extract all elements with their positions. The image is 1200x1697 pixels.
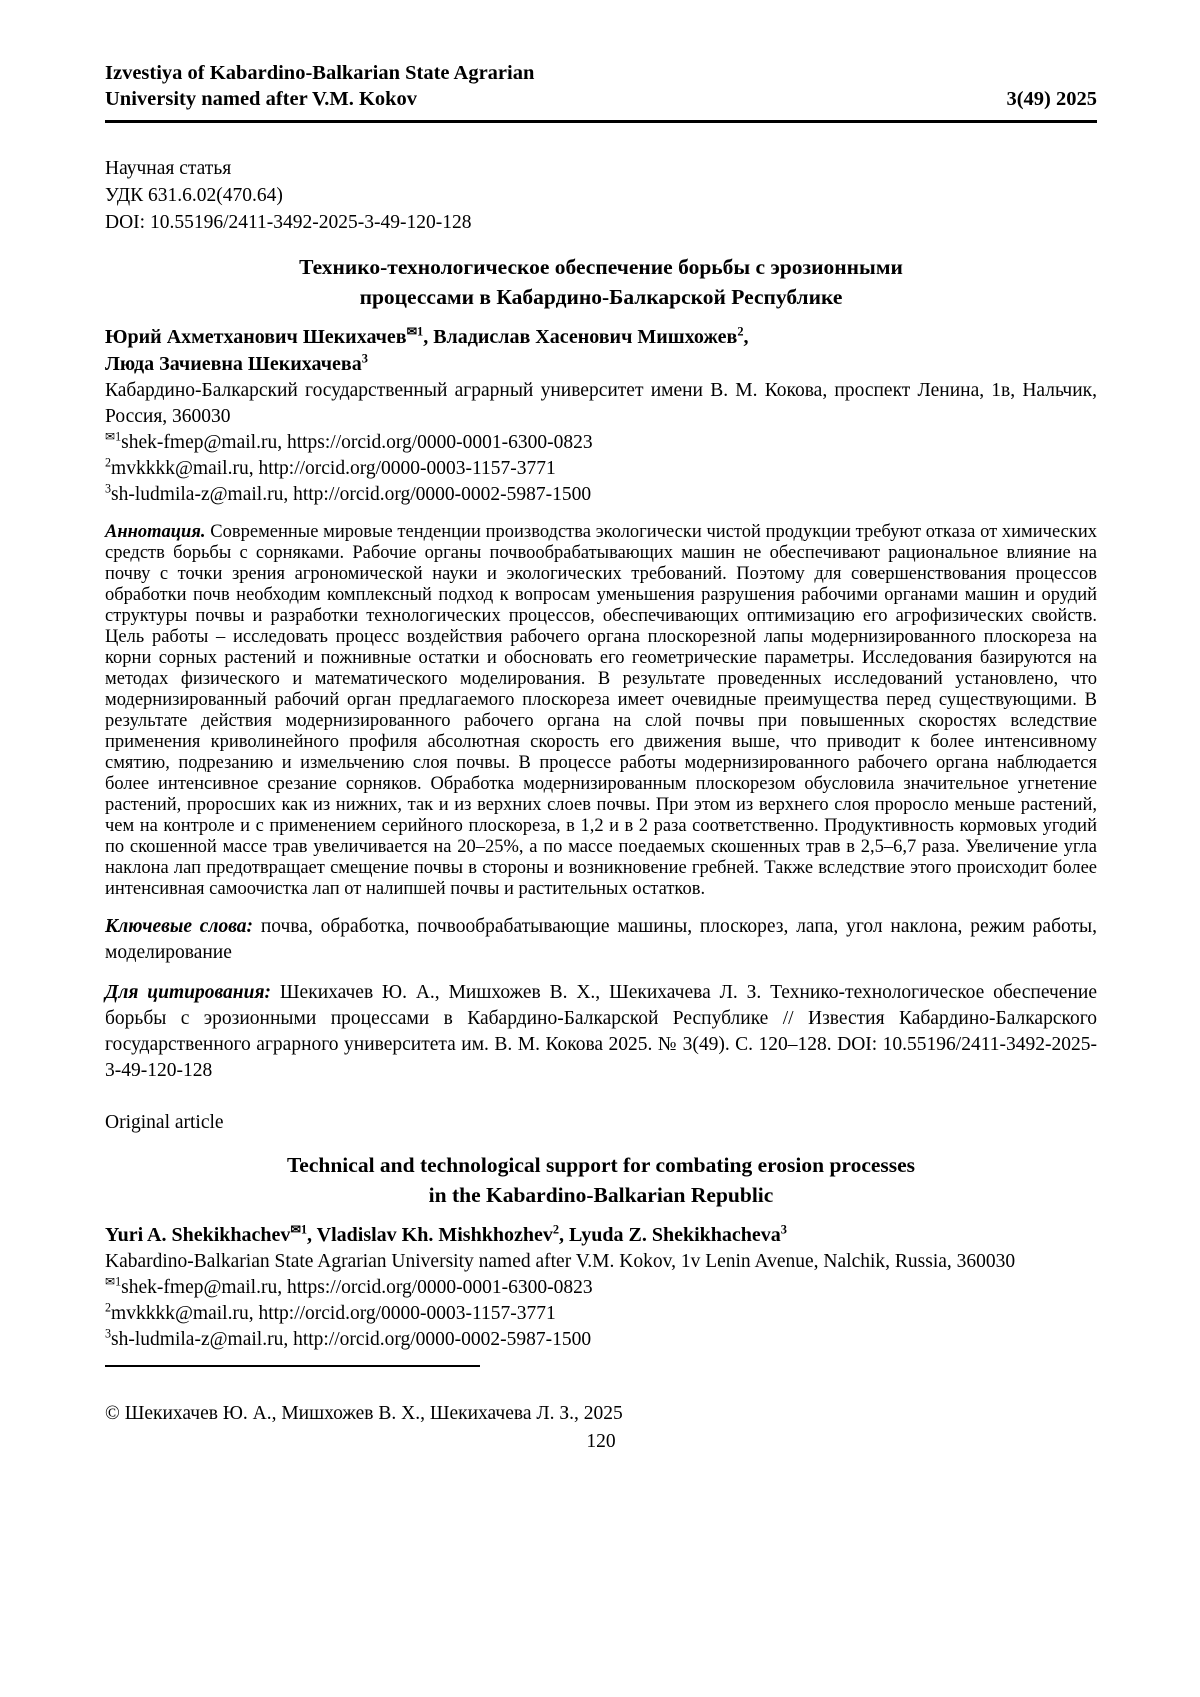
author-en-1-marker: ✉1 — [290, 1222, 308, 1237]
email-text-ru-3: sh-ludmila-z@mail.ru, http://orcid.org/0000-0002-5987-1500 — [111, 484, 592, 505]
email-line-ru-3 — [105, 482, 1097, 508]
article-meta — [105, 155, 1097, 236]
authors-ru-line1 — [105, 324, 1097, 351]
email-marker-en-1: ✉1 — [105, 1274, 122, 1289]
keywords-label: Ключевые слова: — [105, 916, 254, 937]
header-rule — [105, 120, 1097, 123]
title-ru-line2: процессами в Кабардино-Балкарской Республике — [359, 285, 843, 309]
emails-en — [105, 1275, 1097, 1353]
title-en-line2: in the Kabardino-Balkarian Republic — [428, 1183, 774, 1207]
email-text-en-2: mvkkkk@mail.ru, http://orcid.org/0000-0003-1157-3771 — [111, 1303, 556, 1324]
title-ru-line1: Технико-технологическое обеспечение борьбы с эрозионными — [299, 255, 903, 279]
email-line-ru-2 — [105, 456, 1097, 482]
article-title-ru — [105, 252, 1097, 312]
author-en-3-marker: 3 — [780, 1222, 787, 1237]
email-text-ru-1: shek-fmep@mail.ru, https://orcid.org/0000-0001-6300-0823 — [121, 432, 593, 453]
email-marker-ru-3: 3 — [105, 481, 112, 496]
author-en-3-name: Lyuda Z. Shekikhacheva — [569, 1224, 781, 1246]
author-en-1-name: Yuri A. Shekikhachev — [105, 1224, 291, 1246]
author-ru-3-marker: 3 — [361, 351, 368, 366]
doi-number: DOI: 10.55196/2411-3492-2025-3-49-120-128 — [105, 212, 472, 233]
journal-header — [105, 60, 1097, 112]
journal-header-row2 — [105, 86, 1097, 112]
author-en-2-name: Vladislav Kh. Mishkhozhev — [316, 1224, 553, 1246]
article-type-en: Original article — [105, 1112, 224, 1133]
authors-en-line1 — [105, 1222, 1097, 1249]
email-marker-en-3: 3 — [105, 1326, 112, 1341]
author-ru-1-marker: ✉1 — [406, 324, 424, 339]
author-en-separator-1: , — [307, 1224, 317, 1246]
journal-issue: 3(49) 2025 — [1006, 88, 1097, 110]
citation-label: Для цитирования: — [105, 982, 271, 1003]
page-number: 120 — [586, 1431, 616, 1452]
email-text-en-3: sh-ludmila-z@mail.ru, http://orcid.org/0000-0002-5987-1500 — [111, 1329, 592, 1350]
copyright-line: © Шекихачев Ю. А., Мишхожев В. Х., Шекихачева Л. З., 2025 — [105, 1403, 623, 1424]
abstract-text: Современные мировые тенденции производства экологически чистой продукции требуют отказа от химических средств борьбы с сорняками. Рабочие органы почвообрабатывающих машин не обеспечивают рациональное влияние на почву с точки зрения агрономической науки и экологических требований. Поэтому для совершенствования процессов обработки почв необходим комплексный подход к вопросам уменьшения разрушения рабочими органами машин и орудий структуры почвы и разработки технологических процессов, обеспечивающих оптимизацию его агрофизических свойств. Цель работы – исследовать процесс воздействия рабочего органа плоскорезной лапы модернизированного плоскореза на корни сорных растений и пожнивные остатки и обосновать его геометрические параметры. Исследования базируются на методах физического и математического моделирования. В результате проведенных исследований установлено, что модернизированный рабочий орган предлагаемого плоскореза имеет очевидные преимущества перед существующими. В результате действия модернизированного рабочего органа на слой почвы при повышенных скоростях вследствие применения криволинейного профиля абсолютная скорость его движения выше, что приводит к более интенсивному смятию, подрезанию и измельчению слоя почвы. В процессе работы модернизированного рабочего органа наблюдается более интенсивное срезание сорняков. Обработка модернизированным плоскорезом обусловила значительное угнетение растений, проросших как из нижних, так и из верхних слоев почвы. При этом из верхнего слоя проросло меньше растений, чем на контроле и с применением серийного плоскореза, в 1,2 и в 2 раза соответственно. Продуктивность кормовых угодий по скошенной массе трав увеличивается на 20–25%, а по массе поедаемых скошенных трав в 2,5–6,7 раза. Увеличение угла наклона лап предотвращает смещение почвы в стороны и возникновение гребней. Также вследствие этого происходит более интенсивная самоочистка лап от налипшей почвы и растительных остатков. — [105, 522, 1097, 899]
email-text-en-1: shek-fmep@mail.ru, https://orcid.org/0000-0001-6300-0823 — [121, 1277, 593, 1298]
author-en-2-marker: 2 — [552, 1222, 560, 1237]
email-marker-en-2: 2 — [105, 1300, 112, 1315]
keywords-text: почва, обработка, почвообрабатывающие машины, плоскорез, лапа, угол наклона, режим работы, моделирование — [105, 916, 1097, 963]
article-title-en — [105, 1150, 1097, 1210]
email-line-ru-1 — [105, 430, 1097, 456]
email-marker-ru-1: ✉1 — [105, 429, 122, 444]
author-ru-2-marker: 2 — [737, 324, 744, 339]
author-ru-separator-1: , — [423, 326, 434, 348]
author-ru-3-name: Люда Зачиевна Шекихачева — [105, 353, 362, 375]
email-line-en-3 — [105, 1327, 1097, 1353]
emails-ru — [105, 430, 1097, 508]
email-line-en-1 — [105, 1275, 1097, 1301]
email-text-ru-2: mvkkkk@mail.ru, http://orcid.org/0000-0003-1157-3771 — [111, 458, 556, 479]
article-type-ru: Научная статья — [105, 158, 232, 179]
author-ru-2-name: Владислав Хасенович Мишхожев — [433, 326, 738, 348]
abstract-ru — [105, 522, 1097, 900]
email-marker-ru-2: 2 — [105, 455, 112, 470]
author-en-separator-2: , — [559, 1224, 570, 1246]
footnote-rule — [105, 1365, 480, 1367]
journal-name-line2: University named after V.M. Kokov — [105, 88, 418, 110]
authors-en — [105, 1222, 1097, 1249]
keywords-ru — [105, 914, 1097, 966]
authors-ru-line2 — [105, 351, 1097, 378]
email-line-en-2 — [105, 1301, 1097, 1327]
title-en-line1: Technical and technological support for combating erosion processes — [286, 1153, 916, 1177]
citation-text: Шекихачев Ю. А., Мишхожев В. Х., Шекихачева Л. З. Технико-технологическое обеспечение борьбы с эрозионными процессами в Кабардино-Балкарской Республике // Известия Кабардино-Балкарского государственного аграрного университета им. В. М. Кокова 2025. № 3(49). С. 120–128. DOI: 10.55196/2411-3492-2025-3-49-120-128 — [105, 982, 1097, 1081]
affiliation-en: Kabardino-Balkarian State Agrarian University named after V.M. Kokov, 1v Lenin Avenue, Nalchik, Russia, 360030 — [105, 1251, 1016, 1272]
authors-ru — [105, 324, 1097, 378]
author-ru-separator-2: , — [743, 326, 749, 348]
citation-ru — [105, 980, 1097, 1084]
author-ru-1-name: Юрий Ахметханович Шекихачев — [105, 326, 407, 348]
journal-name-line1: Izvestiya of Kabardino-Balkarian State Agrarian — [105, 62, 535, 84]
affiliation-ru: Кабардино-Балкарский государственный аграрный университет имени В. М. Кокова, проспект Ленина, 1в, Нальчик, Россия, 360030 — [105, 380, 1097, 427]
udk-number: УДК 631.6.02(470.64) — [105, 185, 283, 206]
abstract-label: Аннотация. — [105, 522, 206, 542]
